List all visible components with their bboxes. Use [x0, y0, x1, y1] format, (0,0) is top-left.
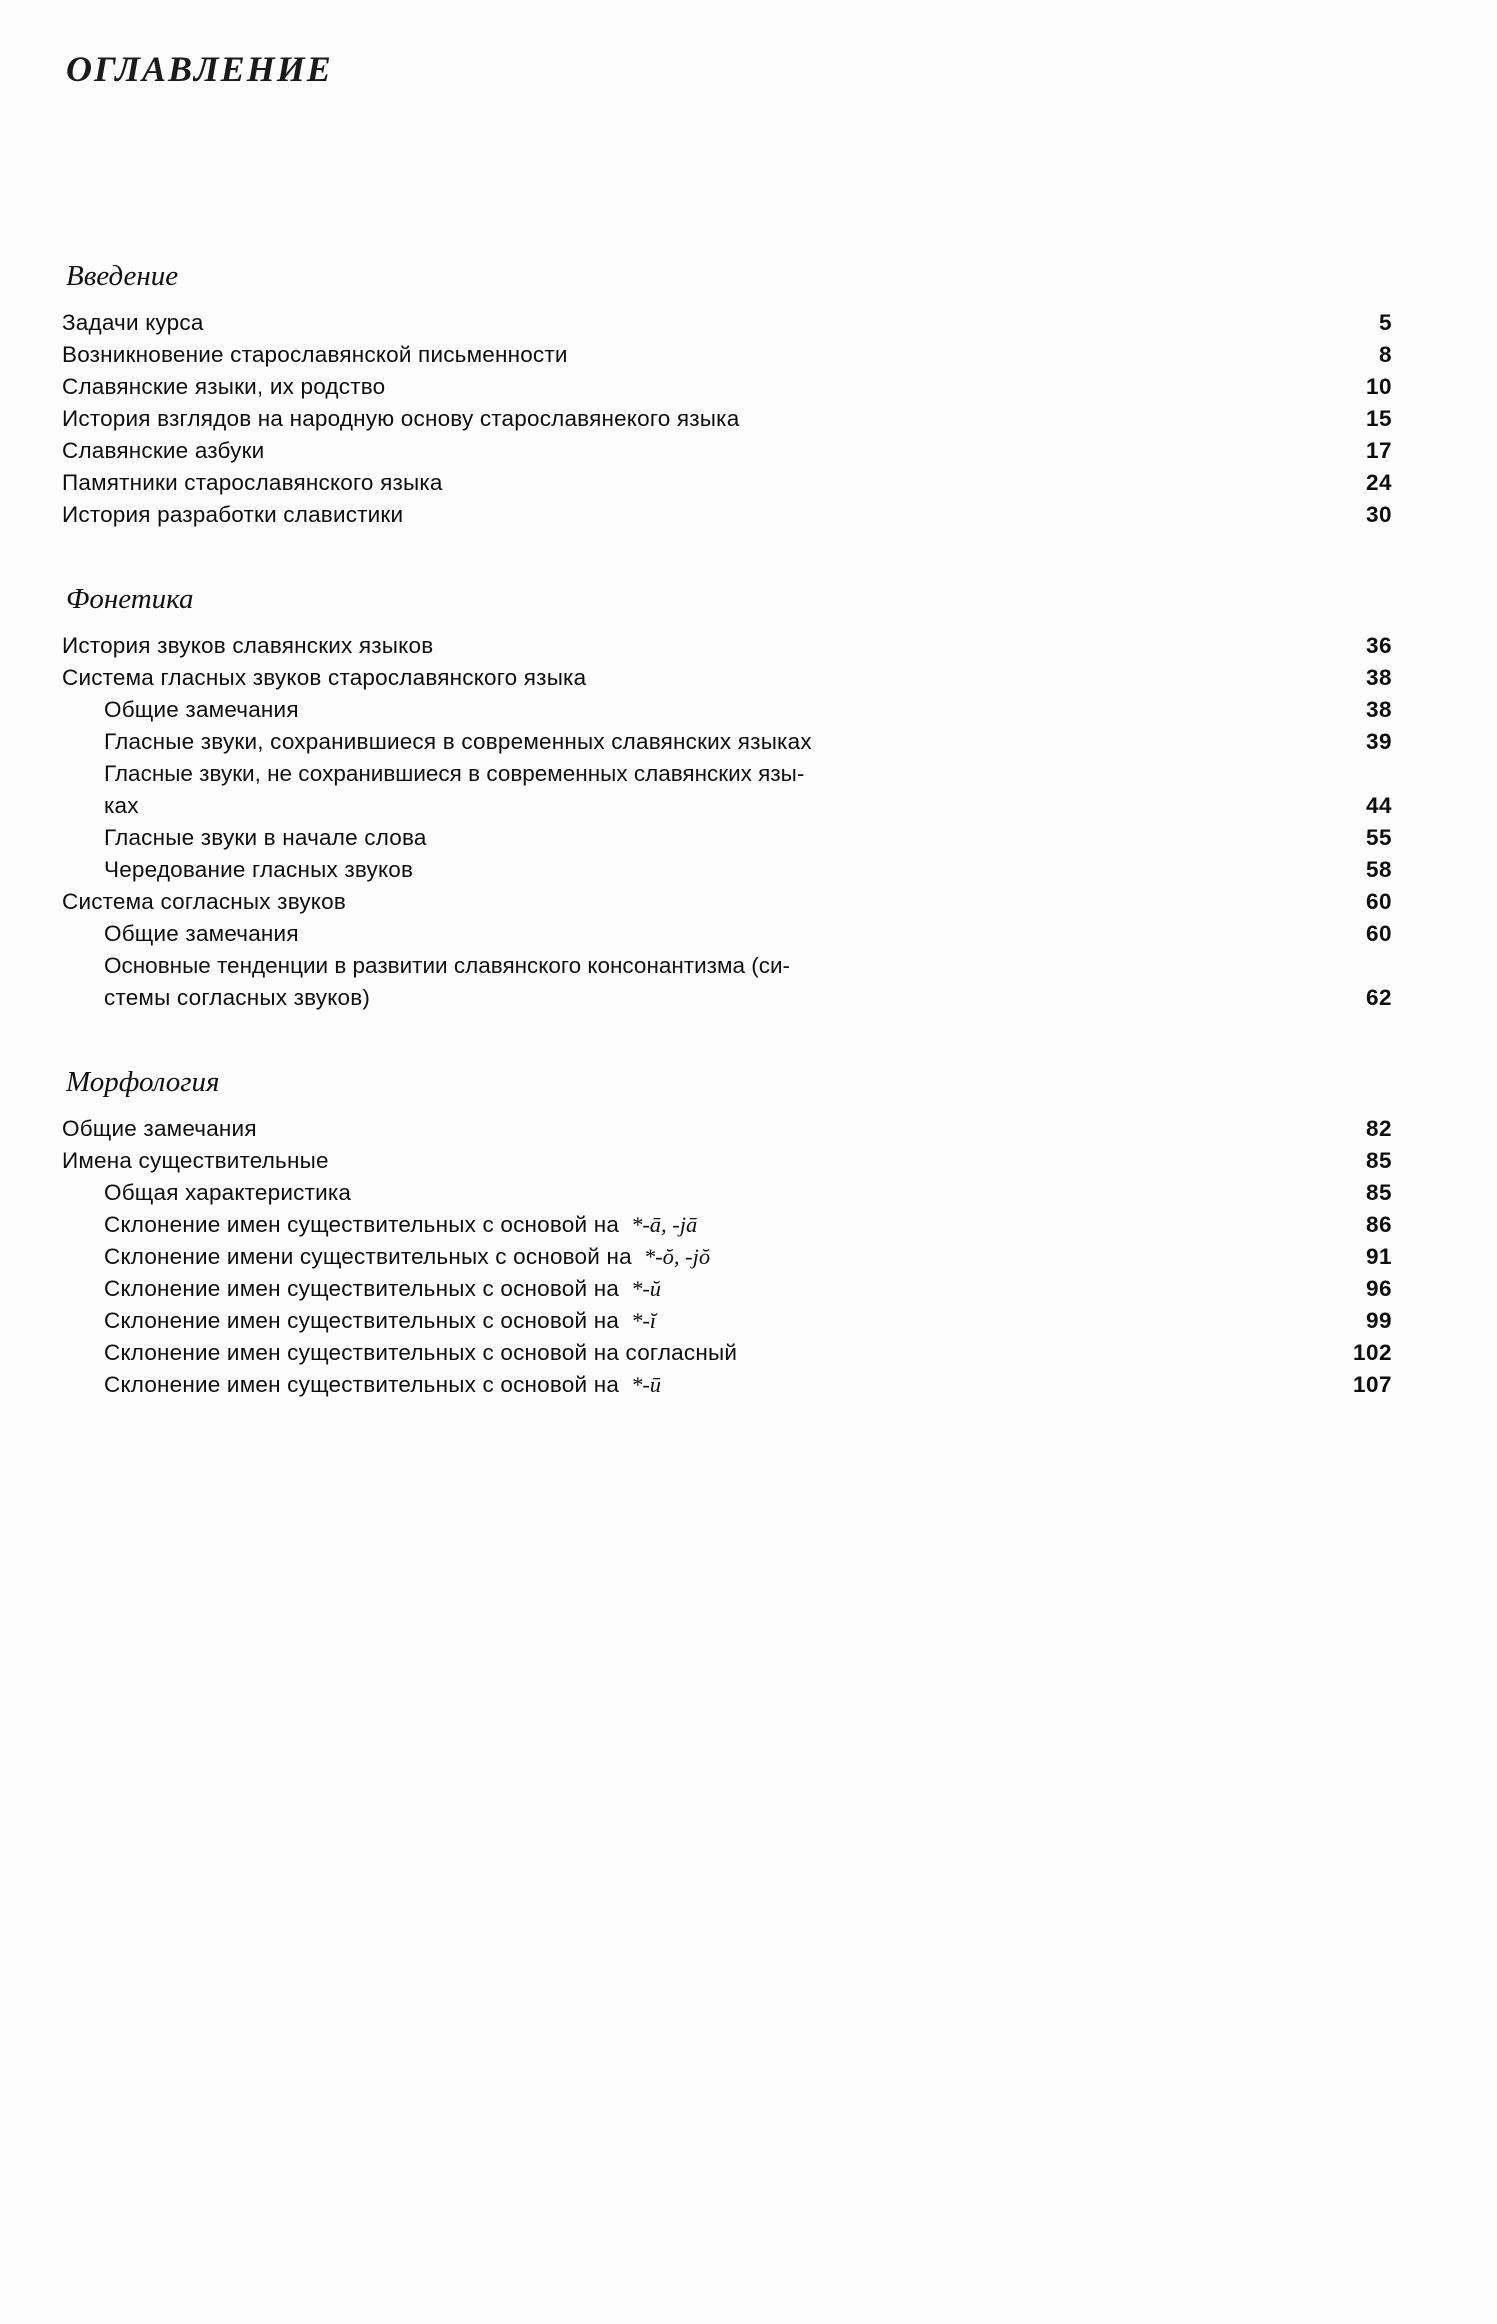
dot-leader	[666, 1329, 1314, 1330]
dot-leader	[149, 814, 1314, 815]
toc-entry-page: 10	[1365, 374, 1392, 399]
toc-entry-label: Общая характеристика	[104, 1180, 352, 1205]
toc-entry-page: 24	[1365, 470, 1392, 495]
toc-entry-label: Общие замечания	[104, 921, 299, 946]
dot-leader	[267, 1137, 1314, 1138]
entry-list	[62, 307, 1392, 531]
dot-leader	[822, 750, 1314, 751]
toc-entry[interactable]	[62, 499, 1392, 531]
toc-entry-term: *-ā, -jā	[631, 1212, 698, 1237]
toc-entry[interactable]	[62, 339, 1392, 371]
toc-entry-label: История взглядов на народную основу старославянекого языка	[62, 406, 740, 431]
toc-entry-label: Возникновение старославянской письменности	[62, 342, 568, 367]
toc-entry-page: 86	[1365, 1212, 1392, 1237]
toc-entry[interactable]	[62, 694, 1392, 726]
toc-entry[interactable]	[62, 1145, 1392, 1177]
toc-entry-label: Чередование гласных звуков	[104, 857, 414, 882]
dot-leader	[578, 363, 1314, 364]
toc-entry-label: Гласные звуки в начале слова	[104, 825, 427, 850]
toc-entry-label: стемы согласных звуков)	[104, 985, 371, 1010]
section-morfologiya	[62, 1066, 1442, 1401]
dot-leader	[309, 718, 1314, 719]
toc-entry[interactable]	[62, 1305, 1392, 1337]
toc-entry-page: 30	[1365, 502, 1392, 527]
toc-entry-page: 85	[1365, 1148, 1392, 1173]
toc-entry-label: Гласные звуки, сохранившиеся в современных славянских языках	[104, 729, 812, 754]
toc-entry-page: 38	[1365, 697, 1392, 722]
toc-entry-page: 60	[1365, 889, 1392, 914]
dot-leader	[707, 1233, 1314, 1234]
toc-entry[interactable]	[62, 886, 1392, 918]
toc-entry-page: 82	[1365, 1116, 1392, 1141]
toc-entry-page: 39	[1365, 729, 1392, 754]
toc-entry-wrap: Гласные звуки, не сохранившиеся в современных славянских язы-	[104, 761, 805, 786]
toc-entry[interactable]	[62, 918, 1392, 950]
toc-entry[interactable]	[62, 1369, 1392, 1401]
toc-entry-page: 15	[1365, 406, 1392, 431]
toc-entry-page: 38	[1365, 665, 1392, 690]
toc-entry-page: 85	[1365, 1180, 1392, 1205]
toc-entry-page: 60	[1365, 921, 1392, 946]
dot-leader	[443, 654, 1314, 655]
dot-leader	[356, 910, 1314, 911]
toc-entry-label: Склонение имен существительных с основой на	[104, 1308, 620, 1333]
toc-entry[interactable]	[62, 982, 1392, 1014]
toc-entry-wrap: Основные тенденции в развитии славянского консонантизма (си-	[104, 953, 791, 978]
toc-entry-term: *-ĭ	[631, 1308, 657, 1333]
toc-entry[interactable]	[62, 1337, 1392, 1369]
entry-list	[62, 630, 1392, 1014]
toc-entry[interactable]	[62, 854, 1392, 886]
toc-entry[interactable]	[62, 726, 1392, 758]
toc-entry-term: *-ŏ, -jŏ	[643, 1244, 711, 1269]
toc-entry[interactable]	[62, 662, 1392, 694]
toc-entry-page: 36	[1365, 633, 1392, 658]
toc-entry-term: *-ū	[631, 1372, 662, 1397]
toc-entry-page: 99	[1365, 1308, 1392, 1333]
section-fonetika	[62, 583, 1442, 1014]
toc-entry-page: 102	[1352, 1340, 1392, 1365]
dot-leader	[423, 878, 1314, 879]
toc-entry[interactable]	[62, 1241, 1392, 1273]
dot-leader	[214, 331, 1314, 332]
toc-entry-label: Задачи курса	[62, 310, 204, 335]
dot-leader	[395, 395, 1314, 396]
toc-entry-page: 8	[1378, 342, 1392, 367]
toc-entry[interactable]	[62, 630, 1392, 662]
section-vvedenie	[62, 260, 1442, 531]
toc-entry-label: Склонение имен существительных с основой на	[104, 1276, 620, 1301]
dot-leader	[596, 686, 1314, 687]
toc-entry-page: 62	[1365, 985, 1392, 1010]
toc-entry-label: Система согласных звуков	[62, 889, 346, 914]
dot-leader	[749, 427, 1314, 428]
toc-entry-label: Славянские языки, их родство	[62, 374, 386, 399]
dot-leader	[671, 1393, 1314, 1394]
toc-entry-label: Имена существительные	[62, 1148, 329, 1173]
toc-entry-label: ках	[104, 793, 139, 818]
toc-entry[interactable]	[62, 307, 1392, 339]
dot-leader	[361, 1201, 1314, 1202]
toc-entry-page: 44	[1365, 793, 1392, 818]
dot-leader	[453, 491, 1314, 492]
toc-entry[interactable]	[62, 403, 1392, 435]
toc-entry[interactable]	[62, 1273, 1392, 1305]
toc-entry[interactable]	[62, 822, 1392, 854]
dot-leader	[380, 1006, 1314, 1007]
toc-entry-label: История звуков славянских языков	[62, 633, 434, 658]
toc-entry[interactable]	[62, 1177, 1392, 1209]
toc-entry[interactable]	[62, 1113, 1392, 1145]
dot-leader	[671, 1297, 1314, 1298]
section-heading: Фонетика	[66, 583, 194, 615]
toc-entry-page: 96	[1365, 1276, 1392, 1301]
toc-entry-label: Склонение имен существительных с основой на	[104, 1372, 620, 1397]
toc-entry[interactable]	[62, 467, 1392, 499]
toc-entry-page: 91	[1365, 1244, 1392, 1269]
entry-list	[62, 1113, 1392, 1401]
page-title: ОГЛАВЛЕНИЕ	[66, 49, 333, 89]
section-heading: Введение	[66, 260, 179, 292]
table-of-contents	[62, 48, 1442, 1401]
toc-entry-page: 107	[1352, 1372, 1392, 1397]
toc-entry-term: *-ŭ	[631, 1276, 662, 1301]
toc-entry-page: 5	[1378, 310, 1392, 335]
toc-entry-label: Система гласных звуков старославянского языка	[62, 665, 587, 690]
toc-entry-label: Памятники старославянского языка	[62, 470, 443, 495]
toc-entry[interactable]	[62, 790, 1392, 822]
toc-entry-label: Общие замечания	[104, 697, 299, 722]
toc-entry[interactable]	[62, 1209, 1392, 1241]
dot-leader	[339, 1169, 1314, 1170]
dot-leader	[747, 1361, 1314, 1362]
toc-entry-label: Общие замечания	[62, 1116, 257, 1141]
toc-entry-label: Славянские азбуки	[62, 438, 265, 463]
toc-entry-label: Склонение имен существительных с основой на	[104, 1212, 620, 1237]
toc-entry[interactable]	[62, 371, 1392, 403]
toc-entry-page: 17	[1365, 438, 1392, 463]
toc-entry-page: 58	[1365, 857, 1392, 882]
dot-leader	[413, 523, 1314, 524]
toc-entry-page: 55	[1365, 825, 1392, 850]
dot-leader	[309, 942, 1314, 943]
dot-leader	[720, 1265, 1314, 1266]
dot-leader	[274, 459, 1314, 460]
toc-entry-label: История разработки славистики	[62, 502, 404, 527]
dot-leader	[437, 846, 1314, 847]
toc-entry-label: Склонение имени существительных с основой на	[104, 1244, 632, 1269]
section-heading: Морфология	[66, 1066, 220, 1098]
toc-entry[interactable]	[62, 435, 1392, 467]
toc-entry-label: Склонение имен существительных с основой на согласный	[104, 1340, 738, 1365]
